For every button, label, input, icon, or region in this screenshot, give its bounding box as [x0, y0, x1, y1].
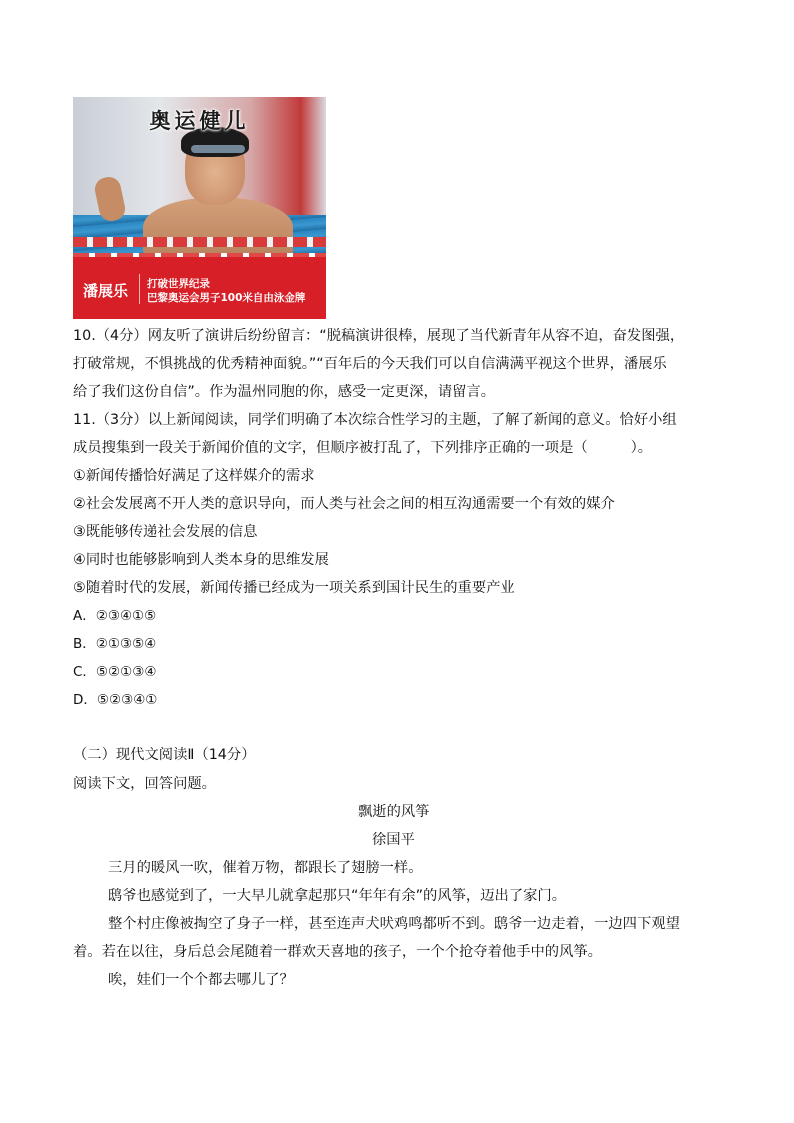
caption-line-1: 打破世界纪录 [147, 278, 210, 290]
q11-item-1: ①新闻传播恰好满足了这样媒介的需求 [73, 468, 315, 484]
article-title: 飘逝的风筝 [358, 804, 430, 820]
q11-option-b: B．②①③⑤④ [73, 636, 157, 652]
q11-line-1: 11.（3分）以上新闻阅读，同学们明确了本次综合性学习的主题，了解了新闻的意义。恰好小组 [73, 412, 677, 428]
news-photo [73, 97, 326, 319]
q11-option-d: D．⑤②③④① [73, 692, 158, 708]
section-heading: （二）现代文阅读Ⅱ（14分） [73, 747, 256, 763]
q11-item-4: ④同时也能够影响到人类本身的思维发展 [73, 552, 329, 568]
photo-goggles [191, 145, 245, 153]
q11-item-2: ②社会发展离不开人类的意识导向，而人类与社会之间的相互沟通需要一个有效的媒介 [73, 496, 615, 512]
photo-lane-rope [73, 237, 326, 247]
photo-caption-banner [73, 257, 326, 319]
q11-item-5: ⑤随着时代的发展，新闻传播已经成为一项关系到国计民生的重要产业 [73, 580, 515, 596]
q10-line-2: 打破常规，不惧挑战的优秀精神面貌。”“百年后的今天我们可以自信满满平视这个世界，潘展乐 [73, 356, 667, 372]
banner-divider [139, 274, 140, 304]
q11-option-c: C．⑤②①③④ [73, 664, 157, 680]
photo-swimmer-shoulders [143, 197, 293, 257]
article-paragraph-3-line-2: 着。若在以往，身后总会尾随着一群欢天喜地的孩子，一个个抢夺着他手中的风筝。 [73, 944, 602, 960]
caption-line-2: 巴黎奥运会男子100米自由泳金牌 [147, 292, 306, 304]
q11-line-2: 成员搜集到一段关于新闻价值的文字，但顺序被打乱了，下列排序正确的一项是（ ）。 [73, 440, 653, 456]
q11-item-3: ③既能够传递社会发展的信息 [73, 524, 258, 540]
reading-instruction: 阅读下文，回答问题。 [73, 776, 216, 792]
photo-title: 奥运健儿 [149, 108, 250, 133]
q11-option-a: A．②③④①⑤ [73, 608, 157, 624]
article-author: 徐国平 [372, 832, 415, 848]
athlete-name: 潘展乐 [83, 282, 129, 300]
article-paragraph-1: 三月的暖风一吹，催着万物，都跟长了翅膀一样。 [108, 860, 423, 876]
article-paragraph-2: 鸱爷也感觉到了，一大早儿就拿起那只“年年有余”的风筝，迈出了家门。 [108, 888, 567, 904]
article-paragraph-3-line-1: 整个村庄像被掏空了身子一样，甚至连声犬吠鸡鸣都听不到。鸱爷一边走着，一边四下观望 [108, 916, 680, 932]
q10-line-3: 给了我们这份自信”。作为温州同胞的你，感受一定更深，请留言。 [73, 384, 496, 400]
article-paragraph-4: 唉，娃们一个个都去哪儿了？ [108, 972, 294, 988]
q10-line-1: 10.（4分）网友听了演讲后纷纷留言：“脱稿演讲很棒，展现了当代新青年从容不迫，奋发图强， [73, 328, 685, 344]
